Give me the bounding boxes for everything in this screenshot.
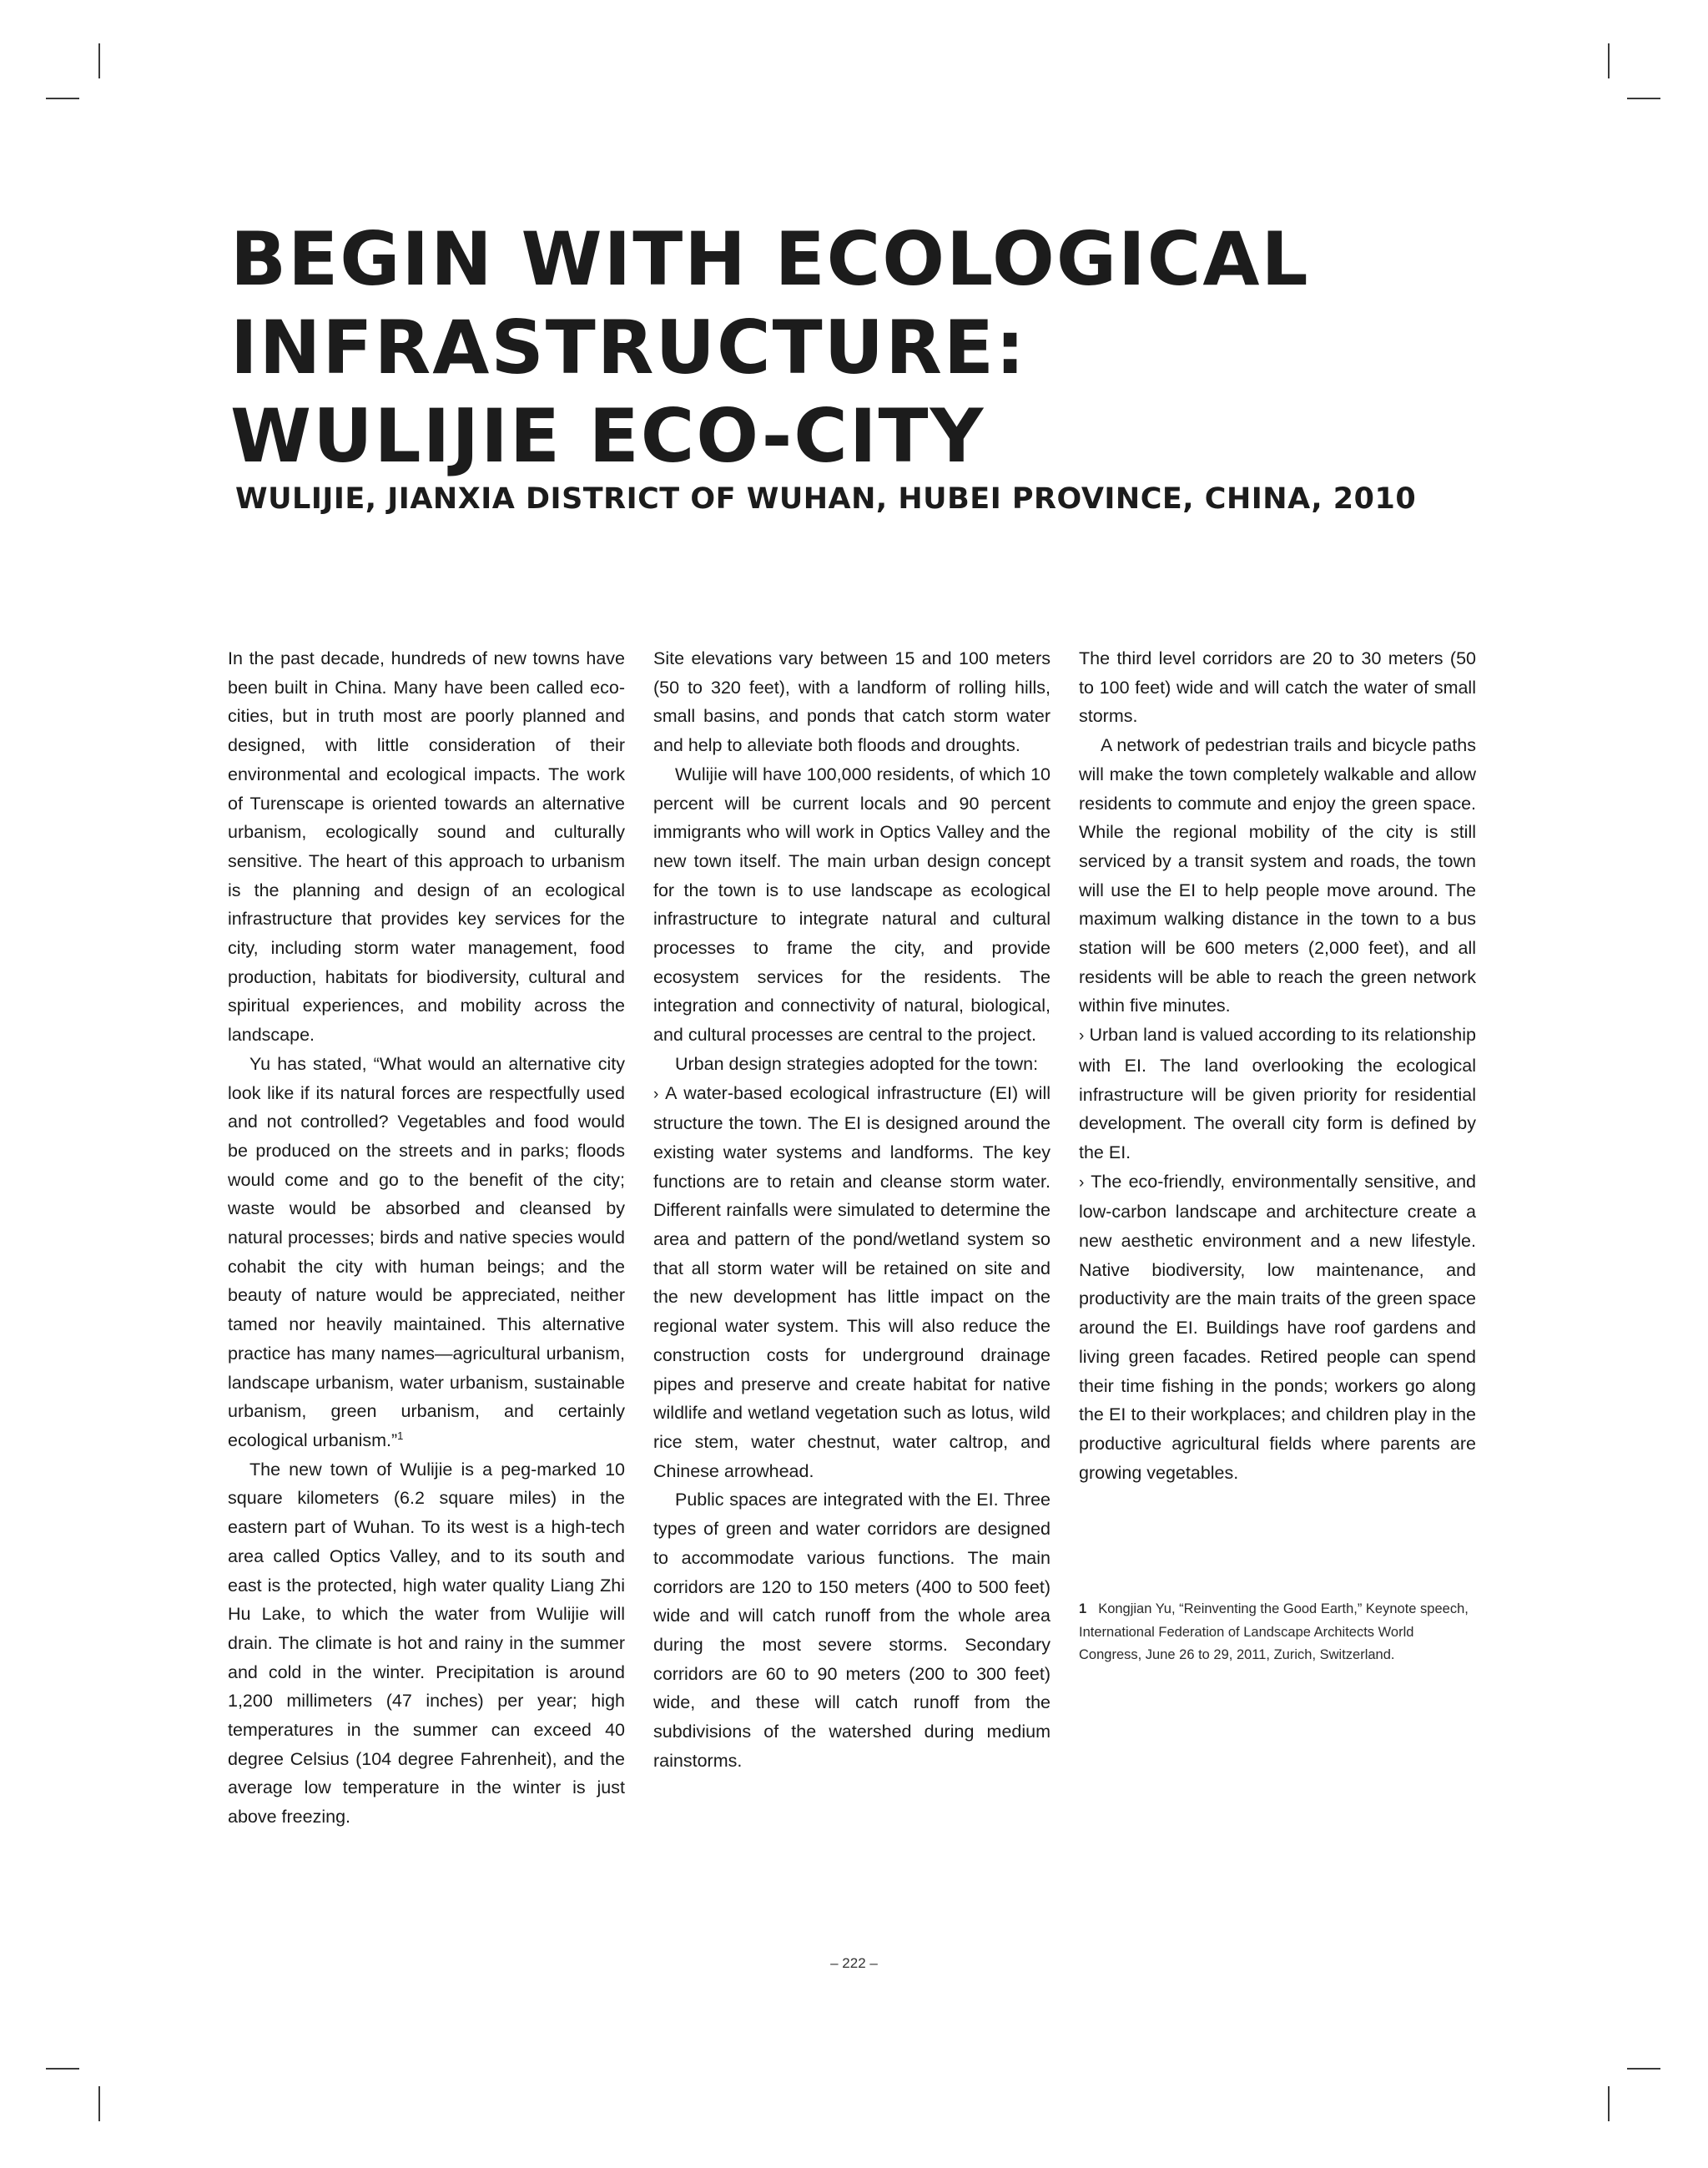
crop-mark (98, 2086, 100, 2121)
crop-mark (46, 98, 79, 99)
bullet-chevron-icon: › (653, 1085, 659, 1103)
bullet-text: Urban land is valued according to its relationship with EI. The land overlooking the ecological infrastructure will be given priority for residential development. The overall city form is defined by the EI. (1079, 1025, 1476, 1162)
bullet-chevron-icon: › (1079, 1173, 1085, 1192)
crop-mark (1608, 43, 1610, 78)
paragraph-text: Yu has stated, “What would an alternative city look like if its natural forces are respectfully used and not controlled? Vegetables and food would be produced on the streets and in parks; floods would come and go to the benefit of the city; waste would be absorbed and cleansed by natural processes; birds and native species would cohabit the city with human beings; and the beauty of nature would be appreciated, neither tamed nor heavily maintained. This alternative practice has many names—agricultural urbanism, landscape urbanism, water urbanism, sustainable urbanism, green urbanism, and certainly ecological urbanism.” (228, 1053, 625, 1450)
crop-mark (1608, 2086, 1610, 2121)
text-column-2 (653, 644, 1050, 1775)
footnote-text: Kongjian Yu, “Reinventing the Good Earth,” Keynote speech, International Federation of Landscape Architects World Congress, June 26 to 29, 2011, Zurich, Switzerland. (1079, 1601, 1469, 1662)
footnote-reference[interactable]: 1 (397, 1429, 404, 1442)
paragraph: The new town of Wulijie is a peg-marked 10 square kilometers (6.2 square miles) in the eastern part of Wuhan. To its west is a high-tech area called Optics Valley, and to its south and east is the protected, high water quality Liang Zhi Hu Lake, to which the water from Wulijie will drain. The climate is hot and rainy in the summer and cold in the winter. Precipitation is around 1,200 millimeters (47 inches) per year; high temperatures in the summer can exceed 40 degree Celsius (104 degree Fahrenheit), and the average low temperature in the winter is just above freezing. (228, 1459, 625, 1828)
bullet-paragraph (653, 1079, 1050, 1486)
paragraph: Wulijie will have 100,000 residents, of which 10 percent will be current locals and 90 percent immigrants who will work in Optics Valley and the new town itself. The main urban design concept for the town is to use landscape as ecological infrastructure to integrate natural and cultural processes to frame the city, and provide ecosystem services for the residents. The integration and connectivity of natural, biological, and cultural processes are central to the project. (653, 764, 1050, 1046)
title-line: BEGIN WITH ECOLOGICAL (230, 216, 1310, 302)
bullet-text: The eco-friendly, environmentally sensitive, and low-carbon landscape and architecture create a new aesthetic environment and a new lifestyle. Native biodiversity, low maintenance, and productivity are the main traits of the green space around the EI. Buildings have roof gardens and living green facades. Retired people can spend their time fishing in the ponds; workers go along the EI to their workplaces; and children play in the productive agricultural fields where parents are growing vegetables. (1079, 1171, 1476, 1483)
text-column-3 (1079, 644, 1476, 1487)
footnote-number: 1 (1079, 1601, 1087, 1616)
bullet-chevron-icon: › (1079, 1027, 1085, 1046)
paragraph: A network of pedestrian trails and bicycle paths will make the town completely walkable and allow residents to commute and enjoy the green space. While the regional mobility of the city is still serviced by a transit system and roads, the town will use the EI to help people move around. The maximum walking distance in the town to a bus station will be 600 meters (2,000 feet), and all residents will be able to reach the green network within five minutes. (1079, 735, 1476, 1016)
crop-mark (46, 2068, 79, 2070)
paragraph: The third level corridors are 20 to 30 meters (50 to 100 feet) wide and will catch the water of small storms. (1079, 648, 1476, 727)
footnote (1079, 1598, 1476, 1667)
bullet-paragraph (1079, 1021, 1476, 1167)
paragraph: Urban design strategies adopted for the town: (675, 1053, 1039, 1074)
crop-mark (1627, 98, 1660, 99)
page-title (230, 215, 1310, 481)
paragraph: Public spaces are integrated with the EI. Three types of green and water corridors are designed to accommodate various functions. The main corridors are 120 to 150 meters (400 to 500 feet) wide and will catch runoff from the whole area during the most severe storms. Secondary corridors are 60 to 90 meters (200 to 300 feet) wide, and these will catch runoff from the subdivisions of the watershed during medium rainstorms. (653, 1490, 1050, 1771)
paragraph (228, 1050, 625, 1455)
paragraph: Site elevations vary between 15 and 100 meters (50 to 320 feet), with a landform of rolling hills, small basins, and ponds that catch storm water and help to alleviate both floods and droughts. (653, 648, 1050, 756)
bullet-paragraph (1079, 1167, 1476, 1488)
crop-mark (98, 43, 100, 78)
title-line: WULIJIE ECO-CITY (230, 393, 985, 479)
title-line: INFRASTRUCTURE: (230, 305, 1027, 391)
text-column-1 (228, 644, 625, 1832)
bullet-text: A water-based ecological infrastructure (EI) will structure the town. The EI is designed around the existing water systems and landforms. The key functions are to retain and cleanse storm water. Different rainfalls were simulated to determine the area and pattern of the pond/wetland system so that all storm water will be retained on site and the new development has little impact on the regional water system. This will also reduce the construction costs for underground drainage pipes and preserve and create habitat for native wildlife and wetland vegetation such as lotus, wild rice stem, water chestnut, water caltrop, and Chinese arrowhead. (653, 1082, 1051, 1481)
page-subtitle: WULIJIE, JIANXIA DISTRICT OF WUHAN, HUBEI PROVINCE, CHINA, 2010 (235, 482, 1417, 516)
paragraph: In the past decade, hundreds of new towns have been built in China. Many have been called eco-cities, but in truth most are poorly planned and designed, with little consideration of their environmental and ecological impacts. The work of Turenscape is oriented towards an alternative urbanism, ecologically sound and culturally sensitive. The heart of this approach to urbanism is the planning and design of an ecological infrastructure that provides key services for the city, including storm water management, food production, habitats for biodiversity, cultural and spiritual experiences, and mobility across the landscape. (228, 648, 625, 1046)
crop-mark (1627, 2068, 1660, 2070)
page-number: – 222 – (830, 1955, 878, 1971)
